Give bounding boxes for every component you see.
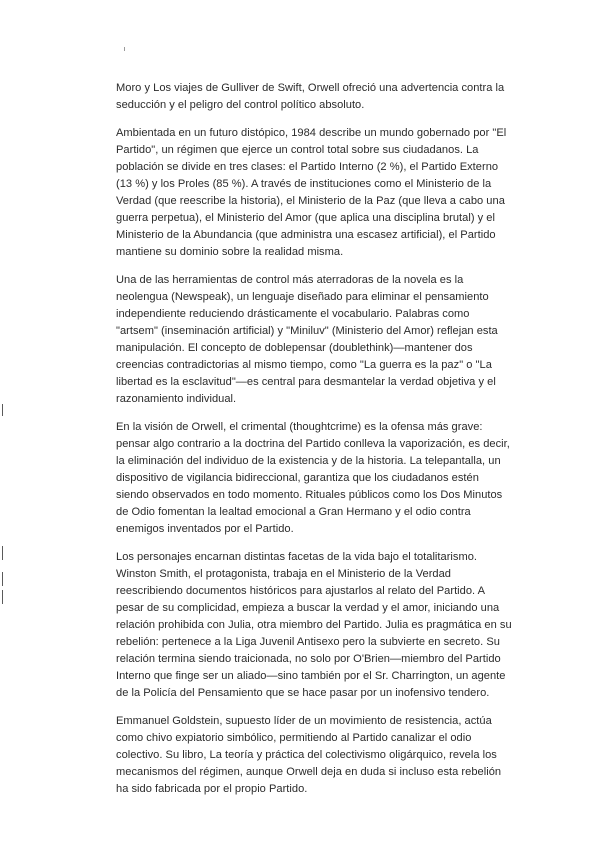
paragraph-intro: Moro y Los viajes de Gulliver de Swift, Orwell ofreció una advertencia contra la seducción y el peligro del control político absoluto. xyxy=(116,82,505,111)
paragraph-newspeak: Una de las herramientas de control más aterradoras de la novela es la neolengua (Newspeak), un lenguaje diseñado para eliminar el pensamiento independiente reduciendo drásticamente el vocabulario. Palabras como "artsem" (inseminación artificial) y "Miniluv" (Ministerio del Amor) reflejan esta manipulación. El concepto de doblepensar (doublethink)—mantener dos creencias contradictorias al mismo tiempo, como "La guerra es la paz" o "La libertad es la esclavitud"—es central para desmantelar la verdad objetiva y el razonamiento individual. xyxy=(116,274,498,405)
page-corner-mark xyxy=(124,47,125,51)
paragraph-characters: Los personajes encarnan distintas facetas de la vida bajo el totalitarismo. Winston Smith, el protagonista, trabaja en el Ministerio de la Verdad reescribiendo documentos históricos para ajustarlos al relato del Partido. A pesar de su complicidad, empieza a buscar la verdad y el amor, iniciando una relación prohibida con Julia, otra miembro del Partido. Julia es pragmática en su rebelión: pertenece a la Liga Juvenil Antisexo pero la subvierte en secreto. Su relación termina siendo traicionada, no solo por O'Brien—miembro del Partido Interno que finge ser un aliado—sino también por el Sr. Charrington, un agente de la Policía del Pensamiento que se hace pasar por un inofensivo tendero. xyxy=(116,551,512,699)
scan-margin-mark xyxy=(2,590,3,604)
scan-margin-mark xyxy=(2,404,3,416)
scan-margin-mark xyxy=(2,572,3,586)
paragraph-thoughtcrime: En la visión de Orwell, el crimental (thoughtcrime) es la ofensa más grave: pensar algo contrario a la doctrina del Partido conlleva la vaporización, es decir, la eliminación del individuo de la existencia y de la historia. La telepantalla, un dispositivo de vigilancia bidireccional, garantiza que los ciudadanos estén siendo observados en todo momento. Rituales públicos como los Dos Minutos de Odio fomentan la lealtad emocional a Gran Hermano y el odio contra enemigos inventados por el Partido. xyxy=(116,421,510,535)
paragraph-setting: Ambientada en un futuro distópico, 1984 describe un mundo gobernado por "El Partido", un régimen que ejerce un control total sobre sus ciudadanos. La población se divide en tres clases: el Partido Interno (2 %), el Partido Externo (13 %) y los Proles (85 %). A través de instituciones como el Ministerio de la Verdad (que reescribe la historia), el Ministerio de la Paz (que lleva a cabo una guerra perpetua), el Ministerio del Amor (que aplica una disciplina brutal) y el Ministerio de la Abundancia (que administra una escasez artificial), el Partido mantiene su dominio sobre la realidad misma. xyxy=(116,127,507,258)
paragraph-goldstein: Emmanuel Goldstein, supuesto líder de un movimiento de resistencia, actúa como chivo expiatorio simbólico, permitiendo al Partido canalizar el odio colectivo. Su libro, La teoría y práctica del colectivismo oligárquico, revela los mecanismos del régimen, aunque Orwell deja en duda si incluso esta rebelión ha sido fabricada por el propio Partido. xyxy=(116,715,502,795)
scan-margin-mark xyxy=(2,546,3,560)
body-text xyxy=(116,80,512,809)
